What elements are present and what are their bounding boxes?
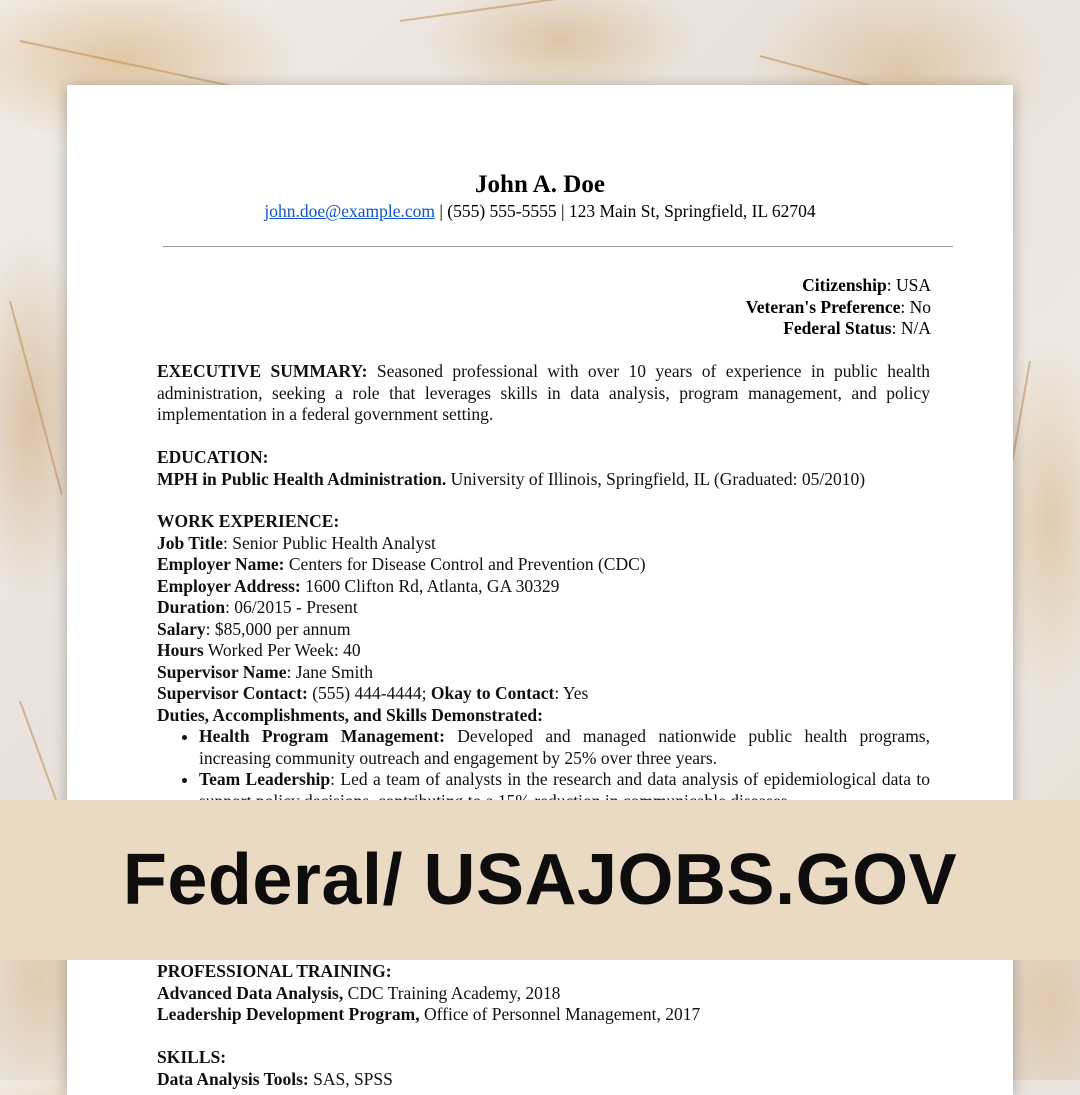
- skills-entry: Data Analysis Tools: SAS, SPSS: [157, 1068, 393, 1089]
- education-section: [157, 447, 930, 490]
- skills-section: [157, 1047, 930, 1090]
- training-entry: Advanced Data Analysis, CDC Training Academy, 2018: [157, 982, 561, 1003]
- employer-name-line: Employer Name: Centers for Disease Control and Prevention (CDC): [157, 554, 646, 574]
- summary-text: Seasoned professional with over 10 years of experience in public health administration, seeking a role that leverages skills in data analysis, program management, and policy implementation in a federal government setting.: [157, 361, 930, 424]
- hours-line: Hours Worked Per Week: 40: [157, 640, 361, 660]
- email-link[interactable]: john.doe@example.com: [264, 201, 435, 221]
- summary-heading: EXECUTIVE SUMMARY:: [157, 361, 368, 381]
- executive-summary: [157, 361, 930, 426]
- duration-line: Duration: 06/2015 - Present: [157, 597, 358, 617]
- skills-heading: SKILLS:: [157, 1047, 227, 1067]
- contact-line: [67, 201, 1013, 222]
- duties-heading: Duties, Accomplishments, and Skills Demonstrated:: [157, 704, 543, 725]
- marble-vein: [20, 40, 236, 88]
- federal-status-line: Federal Status: N/A: [783, 318, 931, 338]
- citizenship-line: Citizenship: USA: [802, 275, 931, 295]
- title-banner: [0, 800, 1080, 960]
- candidate-name: John A. Doe: [475, 171, 605, 198]
- education-heading: EDUCATION:: [157, 447, 269, 467]
- list-item: • Team Leadership: Led a team of analysts in the research and data analysis of epidemiological data to: [199, 769, 930, 812]
- work-experience-section: [157, 511, 930, 812]
- employer-address-line: Employer Address: 1600 Clifton Rd, Atlanta, GA 30329: [157, 575, 560, 596]
- training-heading: PROFESSIONAL TRAINING:: [157, 961, 392, 981]
- professional-training-section: [157, 961, 930, 1026]
- supervisor-contact-line: Supervisor Contact: (555) 444-4444; Okay to Contact: Yes: [157, 683, 589, 703]
- veterans-preference-line: Veteran's Preference: No: [745, 296, 931, 317]
- header-divider: [163, 246, 953, 247]
- banner-title: Federal/ USAJOBS.GOV: [122, 840, 958, 920]
- training-entry: Leadership Development Program, Office of Personnel Management, 2017: [157, 1004, 701, 1024]
- status-block: [746, 275, 931, 340]
- marble-vein: [400, 0, 658, 22]
- education-entry: MPH in Public Health Administration. University of Illinois, Springfield, IL (Graduated: 05/2010): [157, 468, 866, 489]
- list-item: • Health Program Management: Developed and managed nationwide public health programs, increasing community outreach and engagement by 25% over three years.: [199, 726, 930, 769]
- contact-details: | (555) 555-5555 | 123 Main St, Springfield, IL 62704: [435, 201, 816, 221]
- supervisor-name-line: Supervisor Name: Jane Smith: [157, 661, 373, 682]
- job-title-line: Job Title: Senior Public Health Analyst: [157, 532, 436, 553]
- work-heading: WORK EXPERIENCE:: [157, 511, 340, 531]
- salary-line: Salary: $85,000 per annum: [157, 618, 351, 639]
- marble-vein: [9, 301, 63, 495]
